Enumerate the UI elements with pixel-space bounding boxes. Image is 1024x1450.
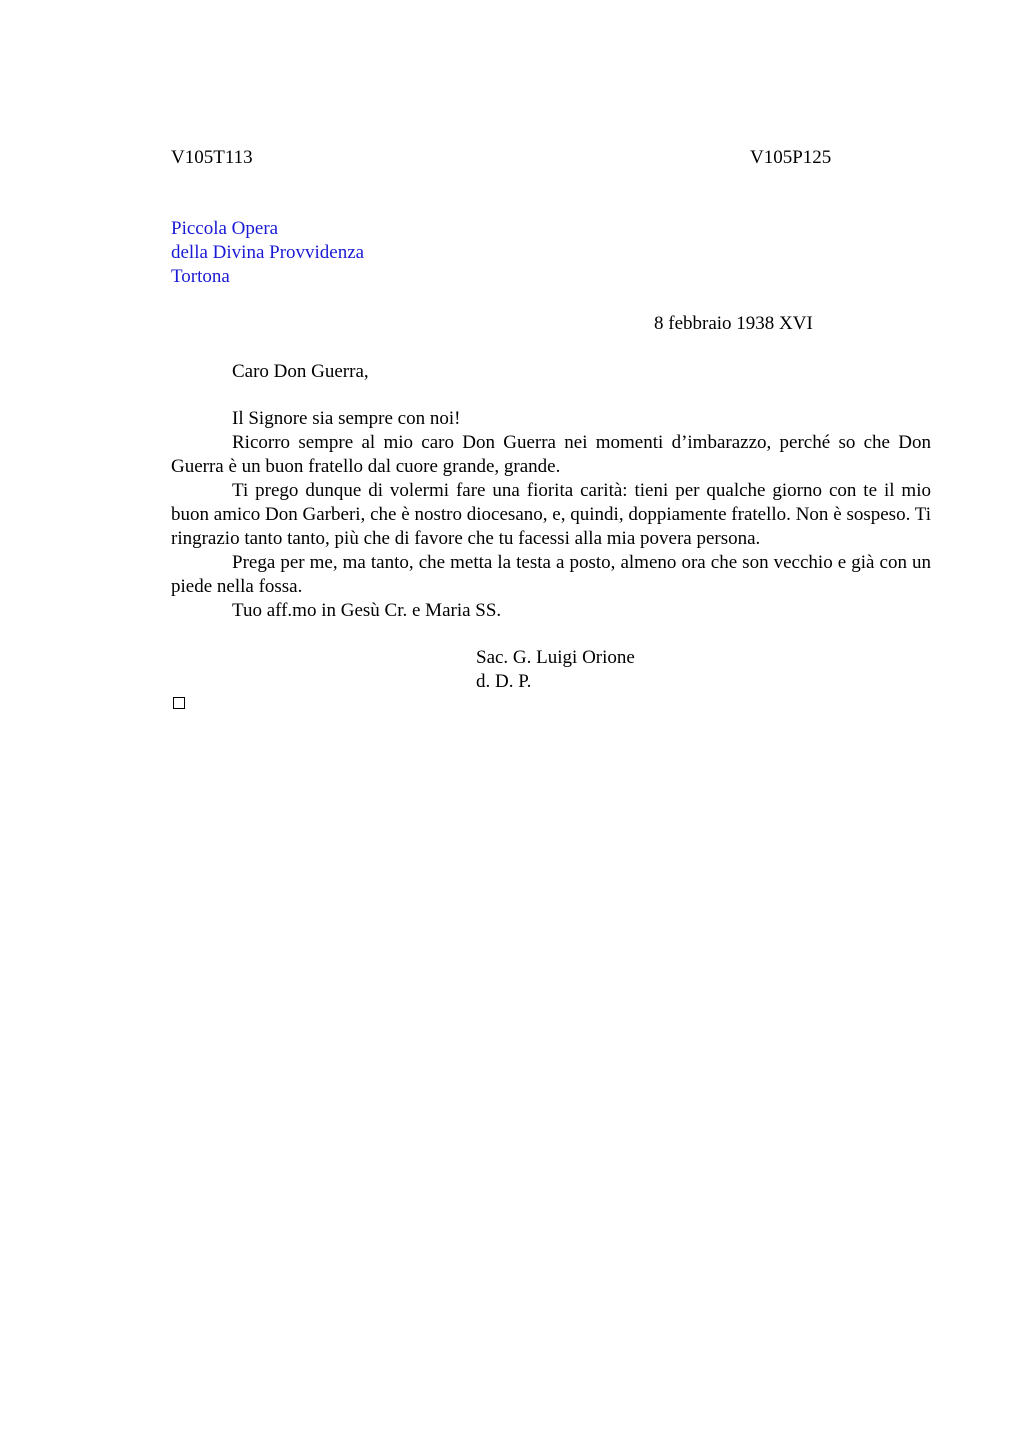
body-paragraph: Ricorro sempre al mio caro Don Guerra nei momenti d’imbarazzo, perché so che Don Guerra è un buon fratello dal cuore grande, grande.	[171, 432, 931, 477]
letterhead-line: Tortona	[171, 266, 230, 287]
letter-date: 8 febbraio 1938 XVI	[654, 313, 813, 334]
letterhead-line: della Divina Provvidenza	[171, 242, 365, 263]
document-code-right: V105P125	[750, 147, 832, 168]
letterhead-line: Piccola Opera	[171, 218, 279, 239]
letter-body	[171, 407, 931, 623]
body-paragraph: Tuo aff.mo in Gesù Cr. e Maria SS.	[232, 600, 502, 621]
letterhead	[171, 217, 364, 289]
signature-name: Sac. G. Luigi Orione	[476, 647, 635, 668]
body-paragraph: Il Signore sia sempre con noi!	[232, 408, 461, 429]
body-paragraph: Prega per me, ma tanto, che metta la testa a posto, almeno ora che son vecchio e già con un piede nella fossa.	[171, 552, 931, 597]
salutation: Caro Don Guerra,	[232, 361, 369, 382]
document-code-left: V105T113	[171, 147, 253, 168]
end-mark-square-icon	[173, 697, 185, 709]
signature-suffix: d. D. P.	[476, 671, 532, 692]
body-paragraph: Ti prego dunque di volermi fare una fiorita carità: tieni per qualche giorno con te il mio buon amico Don Garberi, che è nostro diocesano, e, quindi, doppiamente fratello. Non è sospeso. Ti ringrazio tanto tanto, più che di favore che tu facessi alla mia povera persona.	[171, 480, 931, 549]
signature-block	[476, 646, 635, 694]
